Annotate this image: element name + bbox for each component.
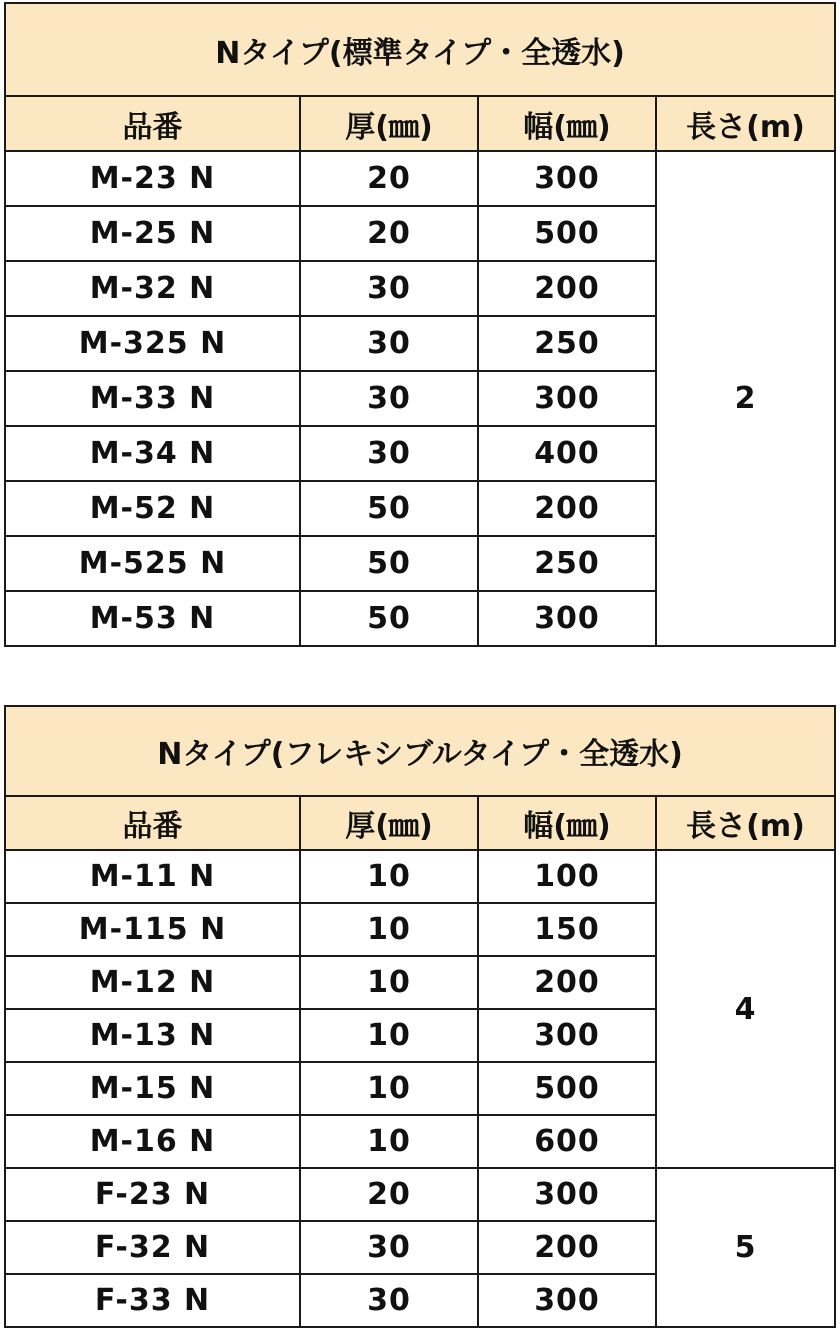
thickness-value: 20 bbox=[300, 1168, 478, 1221]
length-value: 2 bbox=[656, 151, 835, 646]
thickness-value: 10 bbox=[300, 1115, 478, 1168]
length-value: 4 bbox=[656, 850, 835, 1168]
product-code: M-115 N bbox=[5, 903, 300, 956]
table-title: Nタイプ(フレキシブルタイプ・全透水) bbox=[5, 706, 835, 796]
thickness-value: 20 bbox=[300, 206, 478, 261]
width-value: 300 bbox=[478, 371, 656, 426]
thickness-value: 30 bbox=[300, 316, 478, 371]
product-code: M-25 N bbox=[5, 206, 300, 261]
table-row bbox=[5, 850, 835, 903]
width-value: 300 bbox=[478, 1274, 656, 1327]
product-code: F-33 N bbox=[5, 1274, 300, 1327]
flexible-type-table bbox=[4, 705, 836, 1328]
product-code: M-525 N bbox=[5, 536, 300, 591]
product-code: M-13 N bbox=[5, 1009, 300, 1062]
width-value: 250 bbox=[478, 536, 656, 591]
product-code: M-52 N bbox=[5, 481, 300, 536]
width-value: 300 bbox=[478, 591, 656, 646]
product-code: M-16 N bbox=[5, 1115, 300, 1168]
header-code: 品番 bbox=[5, 796, 300, 850]
width-value: 300 bbox=[478, 151, 656, 206]
width-value: 200 bbox=[478, 481, 656, 536]
width-value: 200 bbox=[478, 261, 656, 316]
thickness-value: 50 bbox=[300, 481, 478, 536]
product-code: M-15 N bbox=[5, 1062, 300, 1115]
width-value: 500 bbox=[478, 1062, 656, 1115]
table-row bbox=[5, 1168, 835, 1221]
table-title: Nタイプ(標準タイプ・全透水) bbox=[5, 3, 835, 96]
header-thickness: 厚(㎜) bbox=[300, 796, 478, 850]
width-value: 200 bbox=[478, 956, 656, 1009]
width-value: 300 bbox=[478, 1168, 656, 1221]
product-code: M-34 N bbox=[5, 426, 300, 481]
thickness-value: 10 bbox=[300, 1062, 478, 1115]
product-code: M-23 N bbox=[5, 151, 300, 206]
width-value: 150 bbox=[478, 903, 656, 956]
header-code: 品番 bbox=[5, 96, 300, 151]
thickness-value: 30 bbox=[300, 426, 478, 481]
product-code: M-12 N bbox=[5, 956, 300, 1009]
header-length: 長さ(m) bbox=[656, 796, 835, 850]
product-code: F-23 N bbox=[5, 1168, 300, 1221]
width-value: 200 bbox=[478, 1221, 656, 1274]
header-length: 長さ(m) bbox=[656, 96, 835, 151]
thickness-value: 50 bbox=[300, 536, 478, 591]
product-code: M-33 N bbox=[5, 371, 300, 426]
header-width: 幅(㎜) bbox=[478, 796, 656, 850]
thickness-value: 10 bbox=[300, 903, 478, 956]
thickness-value: 10 bbox=[300, 956, 478, 1009]
product-code: M-53 N bbox=[5, 591, 300, 646]
table-row bbox=[5, 151, 835, 206]
product-code: M-32 N bbox=[5, 261, 300, 316]
width-value: 300 bbox=[478, 1009, 656, 1062]
thickness-value: 50 bbox=[300, 591, 478, 646]
thickness-value: 10 bbox=[300, 850, 478, 903]
thickness-value: 30 bbox=[300, 1221, 478, 1274]
length-value: 5 bbox=[656, 1168, 835, 1327]
width-value: 600 bbox=[478, 1115, 656, 1168]
thickness-value: 30 bbox=[300, 371, 478, 426]
width-value: 500 bbox=[478, 206, 656, 261]
thickness-value: 10 bbox=[300, 1009, 478, 1062]
width-value: 400 bbox=[478, 426, 656, 481]
product-code: M-325 N bbox=[5, 316, 300, 371]
product-code: M-11 N bbox=[5, 850, 300, 903]
thickness-value: 20 bbox=[300, 151, 478, 206]
standard-type-table bbox=[4, 2, 836, 647]
thickness-value: 30 bbox=[300, 261, 478, 316]
width-value: 100 bbox=[478, 850, 656, 903]
thickness-value: 30 bbox=[300, 1274, 478, 1327]
header-width: 幅(㎜) bbox=[478, 96, 656, 151]
width-value: 250 bbox=[478, 316, 656, 371]
product-code: F-32 N bbox=[5, 1221, 300, 1274]
header-thickness: 厚(㎜) bbox=[300, 96, 478, 151]
